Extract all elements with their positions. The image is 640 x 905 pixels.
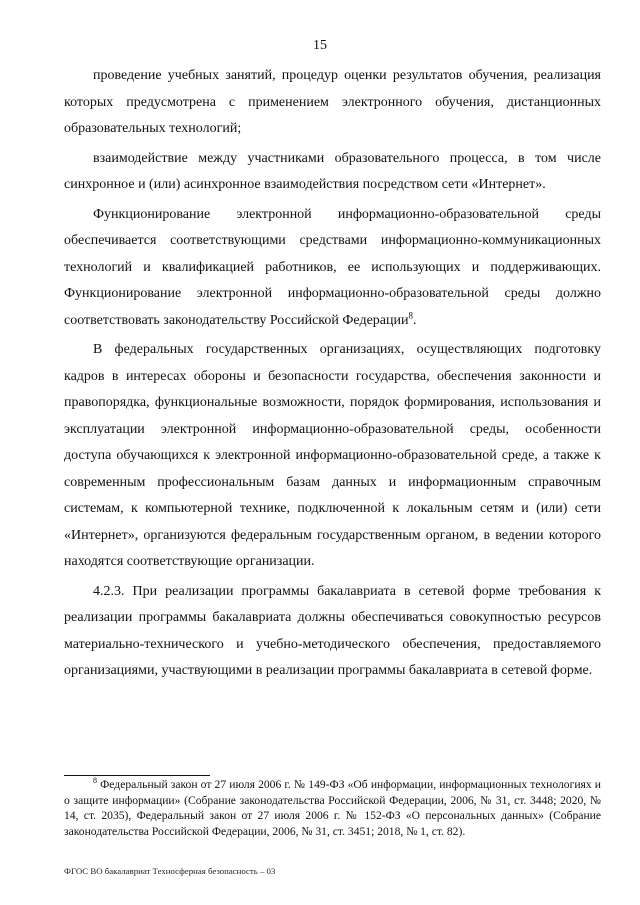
page-number: 15 xyxy=(313,38,327,53)
paragraph: взаимодействие между участниками образовательного процесса, в том числе синхронное и (или) асинхронное взаимодействия посредством сети «Интернет». xyxy=(64,150,601,192)
footnote-text: Федеральный закон от 27 июля 2006 г. № 149-ФЗ «Об информации, информационных технологиях и о защите информации» (Собрание законодательства Российской Федерации, 2006, № 31, ст. 3448; 2020, № 14, ст. 2035), Федеральный закон от 27 июля 2006 г. № 152-ФЗ «О персональных данных» (Собрание законодательства Российской Федерации, 2006, № 31, ст. 3451; 2018, № 1, ст. 82). xyxy=(64,778,602,838)
footnote xyxy=(64,777,601,839)
body-text xyxy=(64,63,601,688)
paragraph-text: Функционирование электронной информационно-образовательной среды обеспечивается соответствующими средствами информационно-коммуникационных технологий и квалификацией работников, ее использующих и поддерживающих. Функционирование электронной информационно-образовательной среды должно соответствовать законодательству Российской Федерации xyxy=(64,206,601,328)
paragraph: проведение учебных занятий, процедур оценки результатов обучения, реализация которых предусмотрена с применением электронного обучения, дистанционных образовательных технологий; xyxy=(64,68,601,136)
paragraph-end-punctuation: . xyxy=(412,312,417,328)
footnote-number: 8 xyxy=(93,776,97,786)
footnote-reference[interactable]: 8 xyxy=(408,309,413,320)
paragraph: 4.2.3. При реализации программы бакалавриата в сетевой форме требования к реализации программы бакалавриата должны обеспечиваться совокупностью ресурсов материально-технического и учебно-методического обеспечения, предоставляемого организациями, участвующими в реализации программы бакалавриата в сетевой форме. xyxy=(64,583,601,678)
footnote-divider xyxy=(64,775,210,776)
paragraph: В федеральных государственных организациях, осуществляющих подготовку кадров в интересах обороны и безопасности государства, обеспечения законности и правопорядка, функциональные возможности, порядок формирования, использования и эксплуатации электронной информационно-образовательной среды, особенности доступа обучающихся к электронной информационно-образовательной среде, а также к современным профессиональным базам данных и информационным справочным системам, к компьютерной технике, подключенной к локальным сетям и (или) сети «Интернет», организуются федеральным государственным органом, в ведении которого находятся соответствующие организации. xyxy=(64,342,601,569)
paragraph-with-footnote xyxy=(64,202,601,335)
page-footer: ФГОС ВО бакалавриат Техносферная безопасность – 03 xyxy=(64,866,276,876)
